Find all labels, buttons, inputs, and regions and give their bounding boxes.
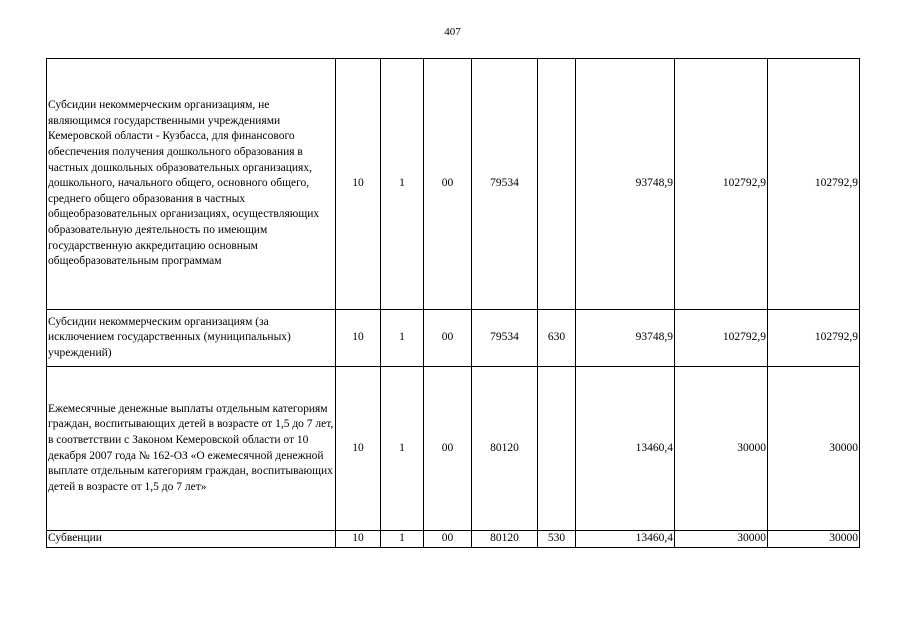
- row-subsection: 1: [381, 531, 424, 548]
- row-amount-2: 102792,9: [675, 59, 768, 310]
- row-amount-2: 102792,9: [675, 310, 768, 367]
- row-amount-1: 93748,9: [576, 59, 675, 310]
- budget-table: [46, 58, 860, 548]
- row-program: 00: [424, 367, 472, 531]
- page-number: 407: [444, 26, 461, 38]
- row-section: 10: [336, 531, 381, 548]
- table-row: [47, 531, 860, 548]
- row-section: 10: [336, 367, 381, 531]
- row-direction: 80120: [472, 367, 538, 531]
- row-direction: 80120: [472, 531, 538, 548]
- row-amount-3: 102792,9: [768, 310, 860, 367]
- row-direction: 79534: [472, 59, 538, 310]
- row-direction: 79534: [472, 310, 538, 367]
- row-amount-1: 13460,4: [576, 531, 675, 548]
- row-amount-3: 30000: [768, 531, 860, 548]
- row-expense-type: [538, 367, 576, 531]
- row-section: 10: [336, 59, 381, 310]
- row-amount-3: 102792,9: [768, 59, 860, 310]
- row-expense-type: 630: [538, 310, 576, 367]
- table-row: [47, 59, 860, 310]
- row-amount-1: 93748,9: [576, 310, 675, 367]
- row-amount-1: 13460,4: [576, 367, 675, 531]
- row-description: Субсидии некоммерческим организациям (за исключением государственных (муниципальных) учреждений): [47, 310, 336, 367]
- row-description: Субсидии некоммерческим организациям, не являющимся государственными учреждениями Кемеровской области - Кузбасса, для финансового обеспечения получения дошкольного образования в частных дошкольных образовательных организациях, дошкольного, начального общего, основного общего, среднего общего образования в частных общеобразовательных организациях, осуществляющих образовательную деятельность по имеющим государственную аккредитацию основным общеобразовательным программам: [47, 59, 336, 310]
- row-amount-3: 30000: [768, 367, 860, 531]
- row-amount-2: 30000: [675, 531, 768, 548]
- row-section: 10: [336, 310, 381, 367]
- row-amount-2: 30000: [675, 367, 768, 531]
- row-program: 00: [424, 531, 472, 548]
- row-expense-type: 530: [538, 531, 576, 548]
- row-subsection: 1: [381, 310, 424, 367]
- table-row: [47, 367, 860, 531]
- row-subsection: 1: [381, 59, 424, 310]
- row-description: Ежемесячные денежные выплаты отдельным категориям граждан, воспитывающих детей в возрасте от 1,5 до 7 лет, в соответствии с Законом Кемеровской области от 10 декабря 2007 года № 162-ОЗ «О ежемесячной денежной выплате отдельным категориям граждан, воспитывающих детей в возрасте от 1,5 до 7 лет»: [47, 367, 336, 531]
- row-description: Субвенции: [47, 531, 336, 548]
- table-row: [47, 310, 860, 367]
- row-subsection: 1: [381, 367, 424, 531]
- row-program: 00: [424, 310, 472, 367]
- row-expense-type: [538, 59, 576, 310]
- row-program: 00: [424, 59, 472, 310]
